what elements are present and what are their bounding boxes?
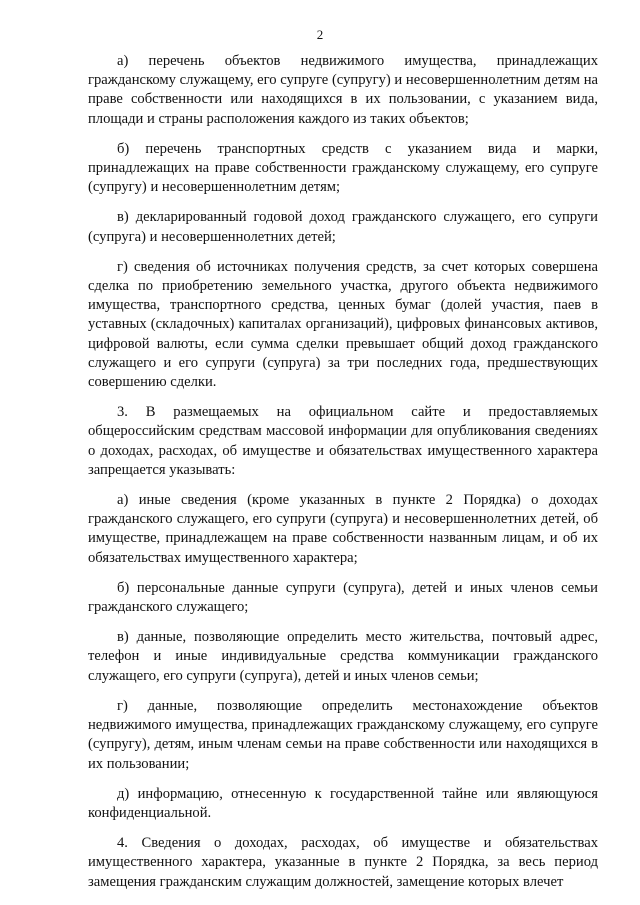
paragraph-3d: д) информацию, отнесенную к государственной тайне или являющуюся конфиденциальной. [88, 785, 598, 821]
paragraph-2v: в) декларированный годовой доход гражданского служащего, его супруги (супруга) и несовершеннолетних детей; [88, 209, 598, 245]
paragraph-3b: б) персональные данные супруги (супруга), детей и иных членов семьи гражданского служащего; [88, 579, 598, 616]
document-body [88, 52, 598, 903]
paragraph-4: 4. Сведения о доходах, расходах, об имуществе и обязательствах имущественного характера, указанные в пункте 2 Порядка, за весь период замещения гражданским служащим должностей, замещение которых влечет [88, 835, 598, 890]
paragraph-3a: а) иные сведения (кроме указанных в пункте 2 Порядка) о доходах гражданского служащего, его супруги (супруга) и несовершеннолетних детей, об имуществе, принадлежащем на праве собственности названным лицам, и об их обязательствах имущественного характера; [88, 492, 598, 566]
paragraph-3v: в) данные, позволяющие определить место жительства, почтовый адрес, телефон и иные индивидуальные средства коммуникации гражданского служащего, его супруги (супруга), детей и иных членов семьи; [88, 629, 598, 684]
paragraph-3g: г) данные, позволяющие определить местонахождение объектов недвижимого имущества, принадлежащих гражданскому служащему, его супруге (супругу), детям, иным членам семьи на праве собственности или находящихся в их пользовании; [88, 697, 598, 772]
paragraph-3: 3. В размещаемых на официальном сайте и предоставляемых общероссийским средствам массовой информации для опубликования сведениях о доходах, расходах, об имуществе и обязательствах имущественного характера запрещается указывать: [88, 404, 598, 478]
paragraph-2g: г) сведения об источниках получения средств, за счет которых совершена сделка по приобретению земельного участка, другого объекта недвижимого имущества, транспортного средства, ценных бумаг (долей участия, паев в уставных (складочных) капиталах организаций), цифровых финансовых активов, цифровой валюты, если сумма сделки превышает общий доход гражданского служащего и его супруги (супруга) за три последних года, предшествующих совершению сделки. [88, 258, 598, 391]
paragraph-2a: а) перечень объектов недвижимого имущества, принадлежащих гражданскому служащему, его супруге (супругу) и несовершеннолетним детям на праве собственности или находящихся в их пользовании, с указанием вида, площади и страны расположения каждого из таких объектов; [88, 53, 598, 127]
paragraph-2b: б) перечень транспортных средств с указанием вида и марки, принадлежащих на праве собственности гражданскому служащему, его супруге (супругу) и несовершеннолетним детям; [88, 140, 598, 196]
page-number: 2 [316, 27, 324, 42]
